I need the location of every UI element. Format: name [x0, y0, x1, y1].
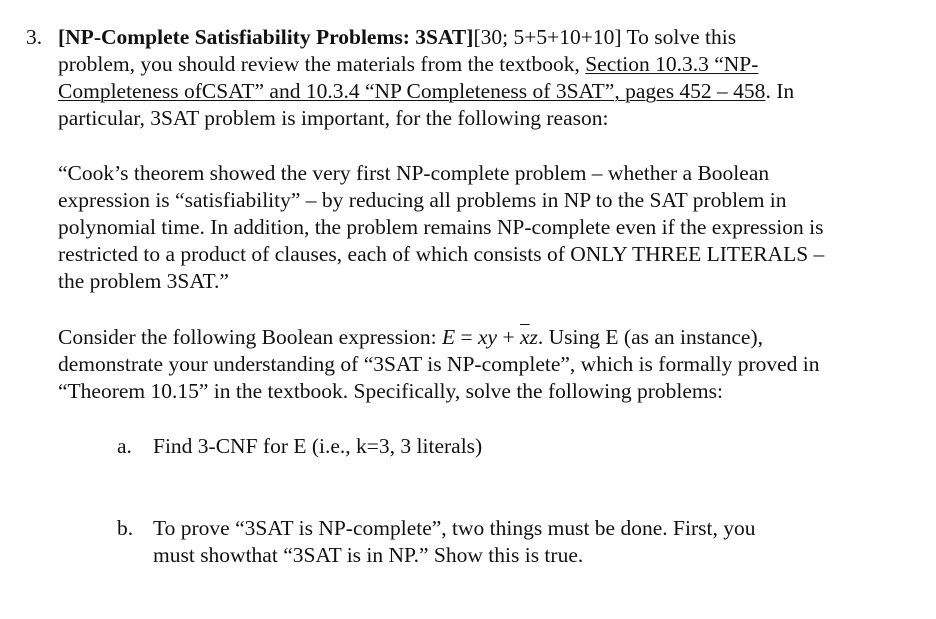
question-number: 3.: [26, 25, 43, 49]
boolean-expression: E = xy + $\overline{x}z$: [441, 325, 538, 349]
subquestion-text: Find 3-CNF for E (i.e., k=3, 3 literals): [153, 434, 483, 458]
subquestion-text-cont: must showthat “3SAT is in NP.” Show this is true.: [153, 543, 584, 567]
question-points: [30; 5+5+10+10]: [473, 25, 622, 49]
section-reference-link-cont[interactable]: Completeness ofCSAT” and 10.3.4 “NP Completeness of 3SAT”, pages 452 – 458: [58, 79, 766, 103]
section-reference-link[interactable]: Section 10.3.3 “NP-: [585, 52, 759, 76]
consider-paragraph: [58, 324, 908, 405]
intro-line-2: problem, you should review the materials from the textbook, Section 10.3.3 “NP-: [58, 52, 759, 76]
consider-line-2: demonstrate your understanding of “3SAT is NP-complete”, which is formally proved in: [58, 352, 820, 376]
x-bar-literal: $\overline{x}$: [519, 325, 530, 349]
consider-line-3: “Theorem 10.15” in the textbook. Specifically, solve the following problems:: [58, 379, 723, 403]
intro-line-1: [NP-Complete Satisfiability Problems: 3SAT][30; 5+5+10+10] To solve this: [58, 25, 737, 49]
quote-line: the problem 3SAT.”: [58, 269, 229, 293]
quote-line: polynomial time. In addition, the problem remains NP-complete even if the expression is: [58, 215, 824, 239]
subquestion-text: To prove “3SAT is NP-complete”, two things must be done. First, you: [153, 516, 756, 540]
intro-line-4: particular, 3SAT problem is important, for the following reason:: [58, 106, 609, 130]
quote-line: restricted to a product of clauses, each of which consists of ONLY THREE LITERALS –: [58, 242, 825, 266]
question-intro: [58, 24, 908, 132]
subquestion-label: a.: [117, 434, 132, 458]
question-title: [NP-Complete Satisfiability Problems: 3SAT]: [58, 25, 474, 49]
cook-theorem-quote: [58, 160, 908, 295]
subquestion-label: b.: [117, 516, 134, 540]
consider-line-1: Consider the following Boolean expression: E = xy + $\overline{x}z$. Using E (as an instance),: [58, 325, 763, 349]
intro-line-3: Completeness ofCSAT” and 10.3.4 “NP Completeness of 3SAT”, pages 452 – 458. In: [58, 79, 795, 103]
quote-line: “Cook’s theorem showed the very first NP-complete problem – whether a Boolean: [58, 161, 770, 185]
quote-line: expression is “satisfiability” – by reducing all problems in NP to the SAT problem in: [58, 188, 787, 212]
